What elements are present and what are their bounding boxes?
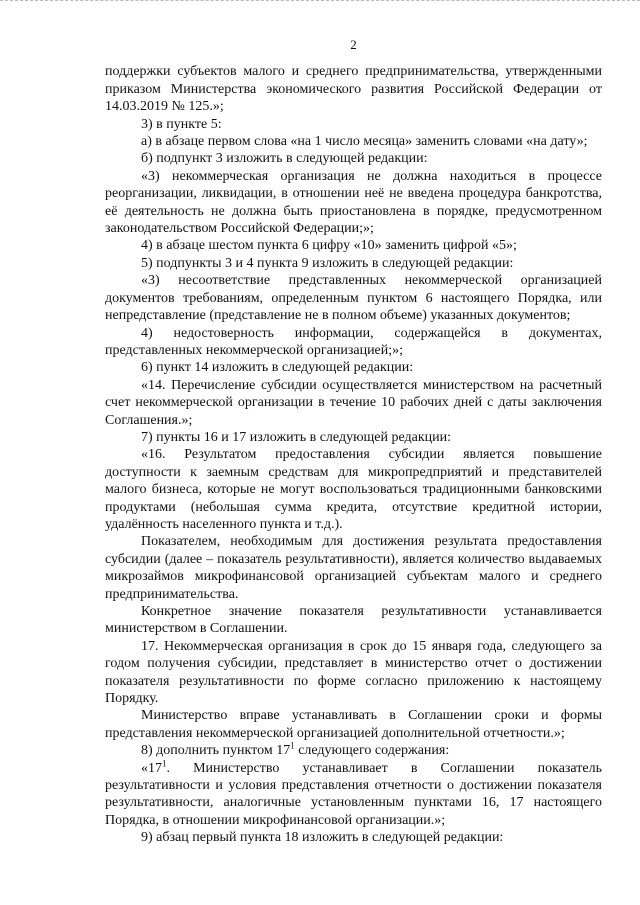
page-top-edge xyxy=(0,0,640,3)
paragraph-text-before: 8) дополнить пунктом 17 xyxy=(141,743,291,759)
paragraph xyxy=(105,742,602,759)
paragraph: 9) абзац первый пункта 18 изложить в следующей редакции: xyxy=(141,830,504,846)
paragraph: 7) пункты 16 и 17 изложить в следующей редакции: xyxy=(141,429,452,445)
paragraph: «14. Перечисление субсидии осуществляется министерством на расчетный счет некоммерческой организации в течение 10 рабочих дней с даты заключения Соглашения.»; xyxy=(105,377,602,428)
paragraph-text-after: следующего содержания: xyxy=(294,743,450,759)
document-page xyxy=(105,36,602,847)
paragraph: 4) в абзаце шестом пункта 6 цифру «10» заменить цифрой «5»; xyxy=(141,238,517,254)
paragraph: Конкретное значение показателя результативности устанавливается министерством в Соглашении. xyxy=(105,604,602,637)
paragraph xyxy=(105,760,602,830)
superscript-index: 1 xyxy=(290,740,295,751)
paragraph: 3) в пункте 5: xyxy=(141,116,222,132)
paragraph-text-before: «17 xyxy=(141,760,162,776)
paragraph: а) в абзаце первом слова «на 1 число месяца» заменить словами «на дату»; xyxy=(141,134,588,150)
paragraph: 5) подпункты 3 и 4 пункта 9 изложить в следующей редакции: xyxy=(141,255,514,271)
paragraph: Показателем, необходимым для достижения результата предоставления субсидии (далее – показатель результативности), является количество выдаваемых микрозаймов микрофинансовой организацией субъектам малого и среднего предпринимательства. xyxy=(105,534,602,602)
paragraph: 17. Некоммерческая организация в срок до 15 января года, следующего за годом получения субсидии, представляет в министерство отчет о достижении показателя результативности по форме согласно приложению к настоящему Порядку. xyxy=(105,638,602,707)
paragraph: «3) некоммерческая организация не должна находиться в процессе реорганизации, ликвидации, в отношении неё не введена процедура банкротства, её деятельность не должна быть приостановлена в порядке, предусмотренном законодательством Российской Федерации;»; xyxy=(105,168,602,237)
paragraph: б) подпункт 3 изложить в следующей редакции: xyxy=(141,151,428,167)
superscript-index: 1 xyxy=(162,758,167,768)
paragraph: 4) недостоверность информации, содержащейся в документах, представленных некоммерческой организацией;»; xyxy=(105,325,602,358)
paragraph: поддержки субъектов малого и среднего предпринимательства, утвержденными приказом Министерства экономического развития Российской Федерации от 14.03.2019 № 125.»; xyxy=(105,64,602,115)
paragraph-text-after: . Министерство устанавливает в Соглашении показатель результативности и условия представления отчетности о достижении показателя результативности, аналогичные установленным пунктами 16, 17 настоящего Порядка, в отношении микрофинансовой организации.»; xyxy=(105,760,602,828)
paragraph: Министерство вправе устанавливать в Соглашении сроки и формы представления некоммерческой организацией дополнительной отчетности.»; xyxy=(105,708,602,741)
paragraph: 6) пункт 14 изложить в следующей редакции: xyxy=(141,360,414,376)
document-body xyxy=(105,63,602,846)
paragraph: «3) несоответствие представленных некоммерческой организацией документов требованиям, определенным пунктом 6 настоящего Порядка, или непредставление (представление не в полном объеме) указанных документов; xyxy=(105,273,602,324)
paragraph: «16. Результатом предоставления субсидии является повышение доступности к заемным средствам для микропредприятий и представителей малого бизнеса, которые не могут воспользоваться традиционными банковскими продуктами (небольшая сумма кредита, отсутствие кредитной истории, удалённость населенного пункта и т.д.). xyxy=(105,447,602,532)
page-number: 2 xyxy=(350,37,357,52)
